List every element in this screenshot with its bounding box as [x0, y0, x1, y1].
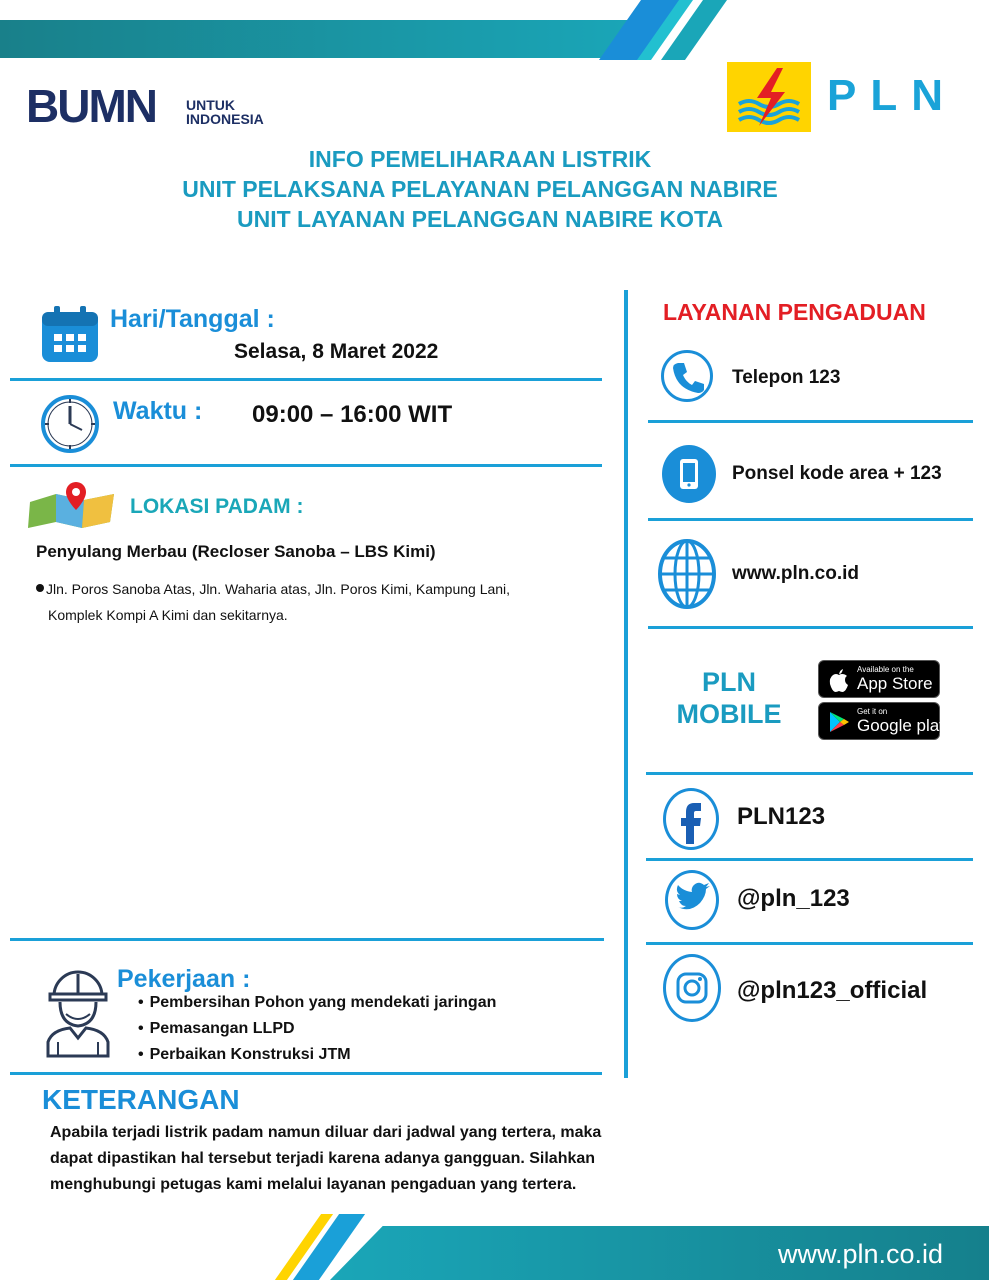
app-store-text: App Store	[857, 674, 933, 693]
note-text: Apabila terjadi listrik padam namun diluar dari jadwal yang tertera, maka dapat dipastikan hal tersebut terjadi karena adanya gangguan. Silahkan menghubungi petugas kami melalui layanan pengaduan yang tertera.	[50, 1124, 602, 1193]
bumn-tagline: UNTUK INDONESIA	[186, 97, 264, 127]
divider	[10, 378, 602, 381]
website-text[interactable]: www.pln.co.id	[732, 563, 860, 584]
google-play-small-text: Get it on	[857, 707, 888, 716]
google-play-text: Google play	[857, 716, 948, 735]
facebook-icon[interactable]	[663, 788, 719, 850]
list-item: • Pemasangan LLPD	[138, 1016, 496, 1042]
list-item: • Perbaikan Konstruksi JTM	[138, 1042, 496, 1068]
map-pin-icon	[26, 478, 118, 530]
footer-url[interactable]: www.pln.co.id	[778, 1239, 944, 1269]
twitter-icon[interactable]	[665, 870, 719, 930]
divider	[646, 942, 973, 945]
list-item: • Pembersihan Pohon yang mendekati jaringan	[138, 990, 496, 1016]
clock-icon	[40, 394, 100, 454]
instagram-icon[interactable]	[663, 954, 721, 1022]
title-line-2: UNIT PELAKSANA PELAYANAN PELANGGAN NABIRE	[182, 176, 778, 202]
calendar-icon	[40, 304, 100, 364]
bumn-logo	[26, 80, 286, 132]
divider	[648, 420, 973, 423]
app-store-small-text: Available on the	[857, 665, 914, 674]
complaint-title: LAYANAN PENGADUAN	[663, 299, 926, 325]
facebook-handle[interactable]: PLN123	[737, 803, 826, 830]
divider	[646, 858, 973, 861]
bullet-icon	[36, 584, 44, 592]
bumn-logo-text: BUMN	[26, 80, 156, 132]
note-title: KETERANGAN	[42, 1084, 240, 1115]
work-list	[138, 990, 496, 1068]
apple-icon	[828, 667, 850, 693]
instagram-handle[interactable]: @pln123_official	[737, 977, 928, 1004]
mobile-text: Ponsel kode area + 123	[732, 463, 942, 484]
column-divider	[624, 290, 628, 1078]
pln-lightning-icon	[727, 62, 811, 132]
mobile-icon	[661, 444, 717, 504]
date-value: Selasa, 8 Maret 2022	[234, 340, 439, 363]
globe-icon	[657, 538, 717, 610]
outage-areas-line-1: Jln. Poros Sanoba Atas, Jln. Waharia atas, Jln. Poros Kimi, Kampung Lani,	[36, 576, 596, 602]
time-value: 09:00 – 16:00 WIT	[252, 401, 453, 428]
phone-icon	[661, 350, 713, 402]
divider	[646, 772, 973, 775]
pln-logo-text: PLN	[827, 71, 957, 120]
google-play-icon	[828, 710, 850, 734]
page-title	[60, 144, 900, 234]
title-line-1: INFO PEMELIHARAAN LISTRIK	[308, 146, 652, 172]
title-line-3: UNIT LAYANAN PELANGGAN NABIRE KOTA	[236, 206, 723, 232]
twitter-handle[interactable]: @pln_123	[737, 885, 850, 912]
divider	[10, 938, 604, 941]
divider	[10, 464, 602, 467]
phone-text: Telepon 123	[732, 367, 841, 388]
pln-mobile-title: PLN MOBILE	[676, 667, 782, 729]
time-label: Waktu :	[113, 397, 203, 425]
header-stripes	[600, 0, 740, 62]
work-label: Pekerjaan :	[117, 965, 251, 993]
google-play-button[interactable]	[818, 702, 948, 740]
date-label: Hari/Tanggal :	[110, 305, 275, 333]
divider	[648, 626, 973, 629]
header-band	[0, 20, 640, 58]
outage-areas-line-2: Komplek Kompi A Kimi dan sekitarnya.	[48, 607, 288, 623]
pln-logo	[727, 62, 957, 132]
divider	[648, 518, 973, 521]
divider	[10, 1072, 602, 1075]
location-label: LOKASI PADAM :	[130, 495, 304, 518]
app-store-button[interactable]	[818, 660, 940, 698]
worker-icon	[44, 966, 112, 1058]
feeder-name: Penyulang Merbau (Recloser Sanoba – LBS Kimi)	[36, 542, 436, 561]
outage-areas	[36, 576, 596, 628]
